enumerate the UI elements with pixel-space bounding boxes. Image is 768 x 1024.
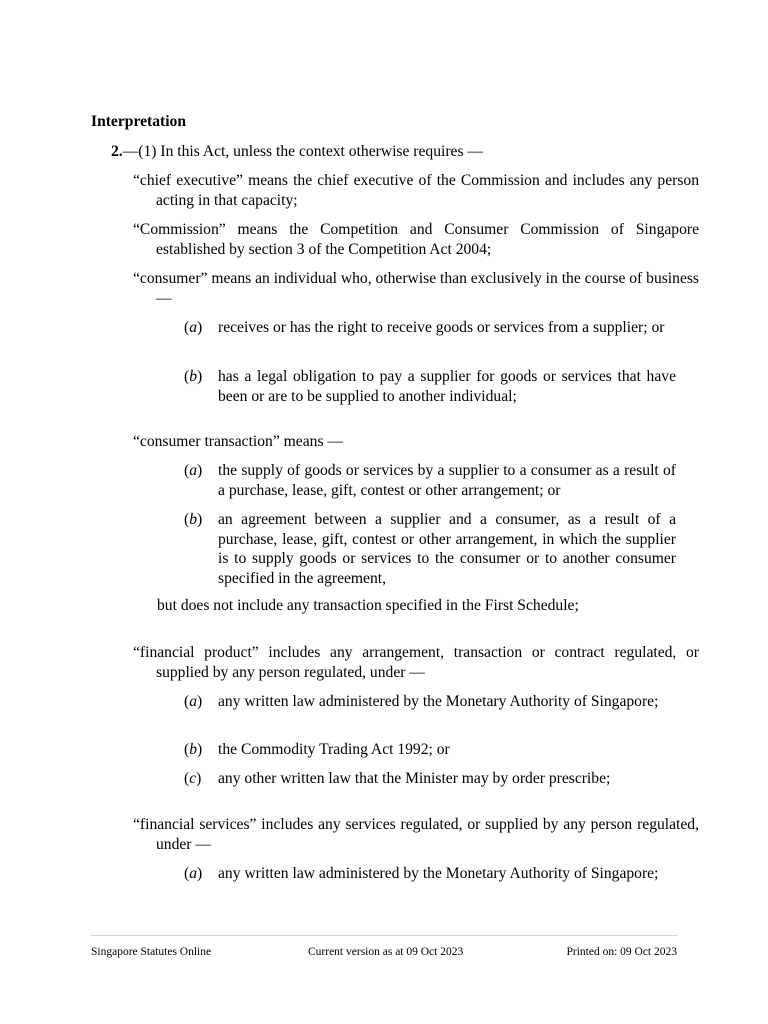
list-item xyxy=(184,367,676,406)
item-text: the supply of goods or services by a supplier to a consumer as a result of a purchase, lease, gift, contest or other arrangement; or xyxy=(218,462,676,499)
definition-consumer: “consumer” means an individual who, otherwise than exclusively in the course of business — xyxy=(133,270,699,307)
section-intro xyxy=(111,142,483,162)
item-label: (b) xyxy=(184,368,203,385)
definition-tail: but does not include any transaction specified in the First Schedule; xyxy=(157,597,579,614)
item-text: any written law administered by the Monetary Authority of Singapore; xyxy=(218,865,659,882)
definition-chief-executive: “chief executive” means the chief executive of the Commission and includes any person acting in that capacity; xyxy=(133,172,699,209)
list-item xyxy=(184,769,676,789)
list-item xyxy=(184,740,676,760)
section-intro-text: —(1) In this Act, unless the context otherwise requires — xyxy=(122,143,484,160)
item-label: (c) xyxy=(184,770,202,787)
section-heading: Interpretation xyxy=(91,113,186,130)
footer-source: Singapore Statutes Online xyxy=(91,946,212,958)
item-text: receives or has the right to receive goods or services from a supplier; or xyxy=(218,319,665,336)
list-item xyxy=(184,510,676,588)
item-text: any other written law that the Minister may by order prescribe; xyxy=(218,770,611,787)
item-label: (b) xyxy=(184,741,203,758)
footer-divider xyxy=(91,935,678,936)
item-text: has a legal obligation to pay a supplier for goods or services that have been or are to be supplied to another individual; xyxy=(218,368,676,405)
footer-printed-date: Printed on: 09 Oct 2023 xyxy=(566,946,677,958)
list-item xyxy=(184,318,676,338)
item-text: any written law administered by the Monetary Authority of Singapore; xyxy=(218,693,659,710)
definition-commission: “Commission” means the Competition and Consumer Commission of Singapore established by section 3 of the Competition Act 2004; xyxy=(133,221,699,258)
item-label: (b) xyxy=(184,511,203,528)
footer-version: Current version as at 09 Oct 2023 xyxy=(308,946,464,958)
item-label: (a) xyxy=(184,462,203,479)
list-item xyxy=(184,692,676,712)
item-text: the Commodity Trading Act 1992; or xyxy=(218,741,450,758)
item-label: (a) xyxy=(184,319,203,336)
section-number: 2. xyxy=(111,143,123,160)
definition-financial-services: “financial services” includes any services regulated, or supplied by any person regulated, under — xyxy=(133,816,699,853)
list-item xyxy=(184,864,676,884)
item-label: (a) xyxy=(184,693,203,710)
definition-consumer-transaction: “consumer transaction” means — xyxy=(133,433,344,450)
item-text: an agreement between a supplier and a consumer, as a result of a purchase, lease, gift, contest or other arrangement, in which the supplier is to supply goods or services to the consumer or to another consumer specified in the agreement, xyxy=(218,511,676,587)
definition-financial-product: “financial product” includes any arrangement, transaction or contract regulated, or supplied by any person regulated, under — xyxy=(133,644,699,681)
list-item xyxy=(184,461,676,500)
item-label: (a) xyxy=(184,865,203,882)
